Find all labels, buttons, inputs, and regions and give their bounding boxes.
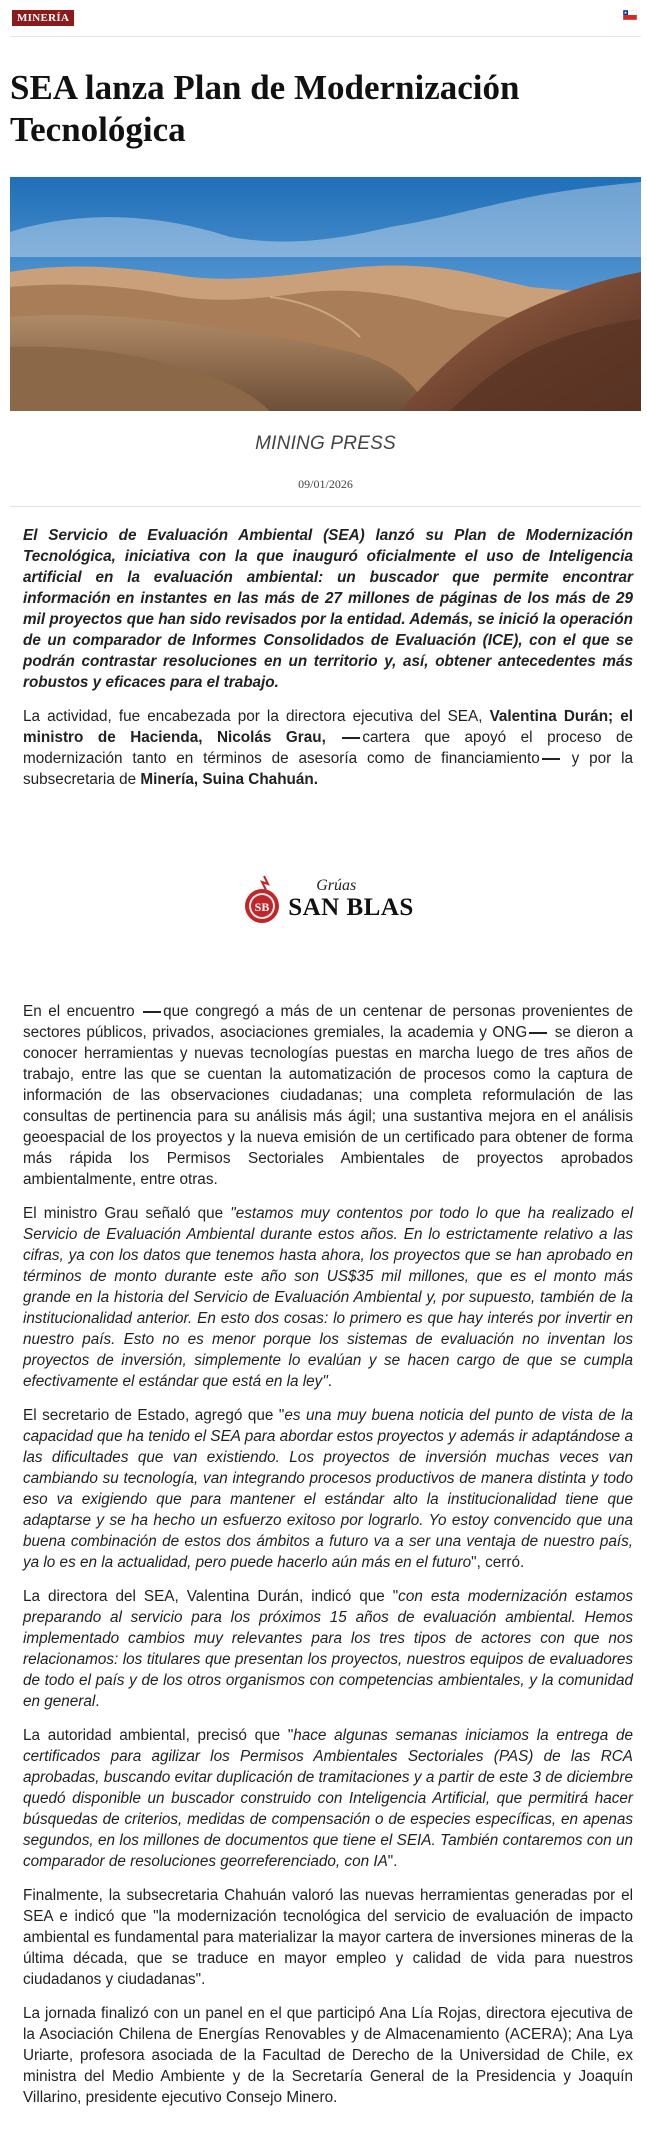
paragraph-2 xyxy=(23,1001,633,1190)
ad-text xyxy=(288,878,414,922)
text: La autoridad ambiental, precisó que " xyxy=(23,1727,294,1744)
chile-flag-icon xyxy=(623,10,637,20)
text: que congregó a más de un centenar de personas provenientes de sectores públicos, privados, asociaciones gremiales, la academia y ONG xyxy=(23,1003,634,1041)
text: . xyxy=(95,1693,100,1710)
ad-line-2: SAN BLAS xyxy=(288,893,414,921)
text: La directora del SEA, Valentina Durán, indicó que " xyxy=(23,1588,399,1605)
quote-text: hace algunas semanas iniciamos la entrega de certificados para agilizar los Permisos Ambientales Sectoriales (PAS) de las RCA aprobadas, buscando evitar duplicación de tramitaciones y a partir de este 3 de diciembre quedó disponible un buscador construido con Inteligencia Artificial, que permitirá hacer búsquedas de criterios, medidas de compensación o de especies específicas, en apenas segundos, en los millones de documentos que tiene el SEIA. También contaremos con un comparador de resoluciones georreferenciado, con IA xyxy=(23,1727,633,1870)
text: El secretario de Estado, agregó que " xyxy=(23,1407,285,1424)
dash xyxy=(342,737,360,739)
section-tag[interactable]: MINERÍA xyxy=(12,10,74,26)
top-bar xyxy=(10,8,641,37)
article-date: 09/01/2026 xyxy=(298,477,353,491)
hero-image xyxy=(10,177,641,411)
article-lead: El Servicio de Evaluación Ambiental (SEA) lanzó su Plan de Modernización Tecnológica, iniciativa con la que inauguró oficialmente el uso de Inteligencia artificial en la evaluación ambiental: un buscador que permite encontrar información en instantes en las más de 27 millones de páginas de los más de 29 mil proyectos que han sido revisados por la entidad. Además, se inició la operación de un comparador de Informes Consolidados de Evaluación (ICE), con el que se podrán contrastar resoluciones en un territorio y, así, obtener antecedentes más robustos y eficaces para el trabajo. xyxy=(23,527,633,691)
article-page xyxy=(10,8,641,2121)
paragraph-1 xyxy=(23,706,633,790)
article-source: MINING PRESS xyxy=(255,433,396,454)
text: En el encuentro xyxy=(23,1003,142,1020)
paragraph-8: La jornada finalizó con un panel en el que participó Ana Lía Rojas, directora ejecutiva de la Asociación Chilena de Energías Renovables y de Almacenamiento (ACERA); Ana Lya Uriarte, profesora asociada de la Facultad de Derecho de la Universidad de Chile, ex ministra del Medio Ambiente y de la Secretaría General de la Presidencia y Joaquín Villarino, presidente ejecutivo Consejo Minero. xyxy=(23,2005,633,2106)
text: La actividad, fue encabezada por la directora ejecutiva del SEA, xyxy=(23,708,490,725)
quote-text: con esta modernización estamos preparando al servicio para los próximos 15 años de evaluación ambiental. Hemos implementado cambios muy relevantes para los tres tipos de actores con que nos relacionamos: los titulares que presentan los proyectos, nuestros equipos de evaluadores de todo el país y de los otros organismos con competencias ambientales, y la comunidad en general xyxy=(23,1588,633,1710)
bold-text: Minería, Suina Chahuán. xyxy=(140,771,318,788)
dash xyxy=(143,1011,161,1013)
article-body xyxy=(10,507,641,2108)
paragraph-3 xyxy=(23,1203,633,1392)
quote-text: es una muy buena noticia del punto de vista de la capacidad que ha tenido el SEA para abordar estos proyectos y además ir adaptándose a las dificultades que van existiendo. Los proyectos de inversión muchas veces van cambiando su tecnología, van integrando procesos productivos de manera distinta y todo eso va exigiendo que para mantener el estándar alto la institucionalidad tiene que adaptarse y se ha hecho un esfuerzo exitoso por lograrlo. Yo estoy convencido que una buena combinación de estos dos ámbitos a futuro va a ser una ventaja de nuestro país, ya lo es en la actualidad, pero puede hacerlo aún más en el futuro xyxy=(23,1407,633,1571)
paragraph-6 xyxy=(23,1725,633,1872)
dash xyxy=(542,758,560,760)
paragraph-7: Finalmente, la subsecretaria Chahuán valoró las nuevas herramientas generadas por el SEA e indicó que "la modernización tecnológica del servicio de evaluación de impacto ambiental es fundamental para materializar la mayor cartera de inversiones mineras de la última década, que se traduce en mayor empleo y calidad de vida para nuestros ciudadanos y ciudadanas". xyxy=(23,1887,633,1988)
article-title: SEA lanza Plan de Modernización Tecnológica xyxy=(10,68,520,149)
text: ". xyxy=(387,1853,398,1870)
text: cartera que apoyó el proceso de modernización tanto en términos de asesoría como de financiamiento xyxy=(23,729,634,767)
text: se dieron a conocer herramientas y nuevas tecnologías puestas en marcha luego de tres años de trabajo, entre las que se cuentan la automatización de procesos como la captura de información de las observaciones ciudadanas; una completa reformulación de las consultas de pertinencia para su análisis más ágil; una sustantiva mejora en el análisis geoespacial de los proyectos y la nueva emisión de un certificado para obtener de forma más rápida los Permisos Sectoriales Ambientales de proyectos aprobados ambientalmente, entre otras. xyxy=(23,1024,633,1188)
text: ", cerró. xyxy=(471,1554,525,1571)
dash xyxy=(529,1032,547,1034)
text: y por la subsecretaria de xyxy=(23,750,633,788)
advertisement-banner[interactable] xyxy=(23,812,633,987)
logo-initials: SB xyxy=(254,899,270,914)
paragraph-4 xyxy=(23,1405,633,1573)
ad-line-1: Grúas xyxy=(316,876,357,894)
bold-text: Valentina Durán; el ministro de Hacienda, Nicolás Grau, xyxy=(23,708,633,746)
text: . xyxy=(327,1373,333,1390)
gruas-logo-icon xyxy=(242,874,282,926)
paragraph-5 xyxy=(23,1586,633,1712)
text: El ministro Grau señaló que xyxy=(23,1205,231,1222)
ad-logo[interactable] xyxy=(242,874,414,926)
quote-text: "estamos muy contentos por todo lo que ha realizado el Servicio de Evaluación Ambiental durante estos años. En lo estrictamente relativo a las cifras, ya con los datos que tenemos hasta ahora, los proyectos que se han aprobado en términos de monto durante este año son US$35 mil millones, que es el monto más grande en la historia del Servicio de Evaluación Ambiental y, por supuesto, también de la institucionalidad anterior. En esto dos cosas: lo primero es que hay interés por invertir en nuestro país. Esto no es menor porque los sistemas de evaluación no inventan los proyectos de inversión, simplemente lo evalúan y se hacen cargo de que se cumpla efectivamente el estándar que está en la ley" xyxy=(23,1205,633,1390)
